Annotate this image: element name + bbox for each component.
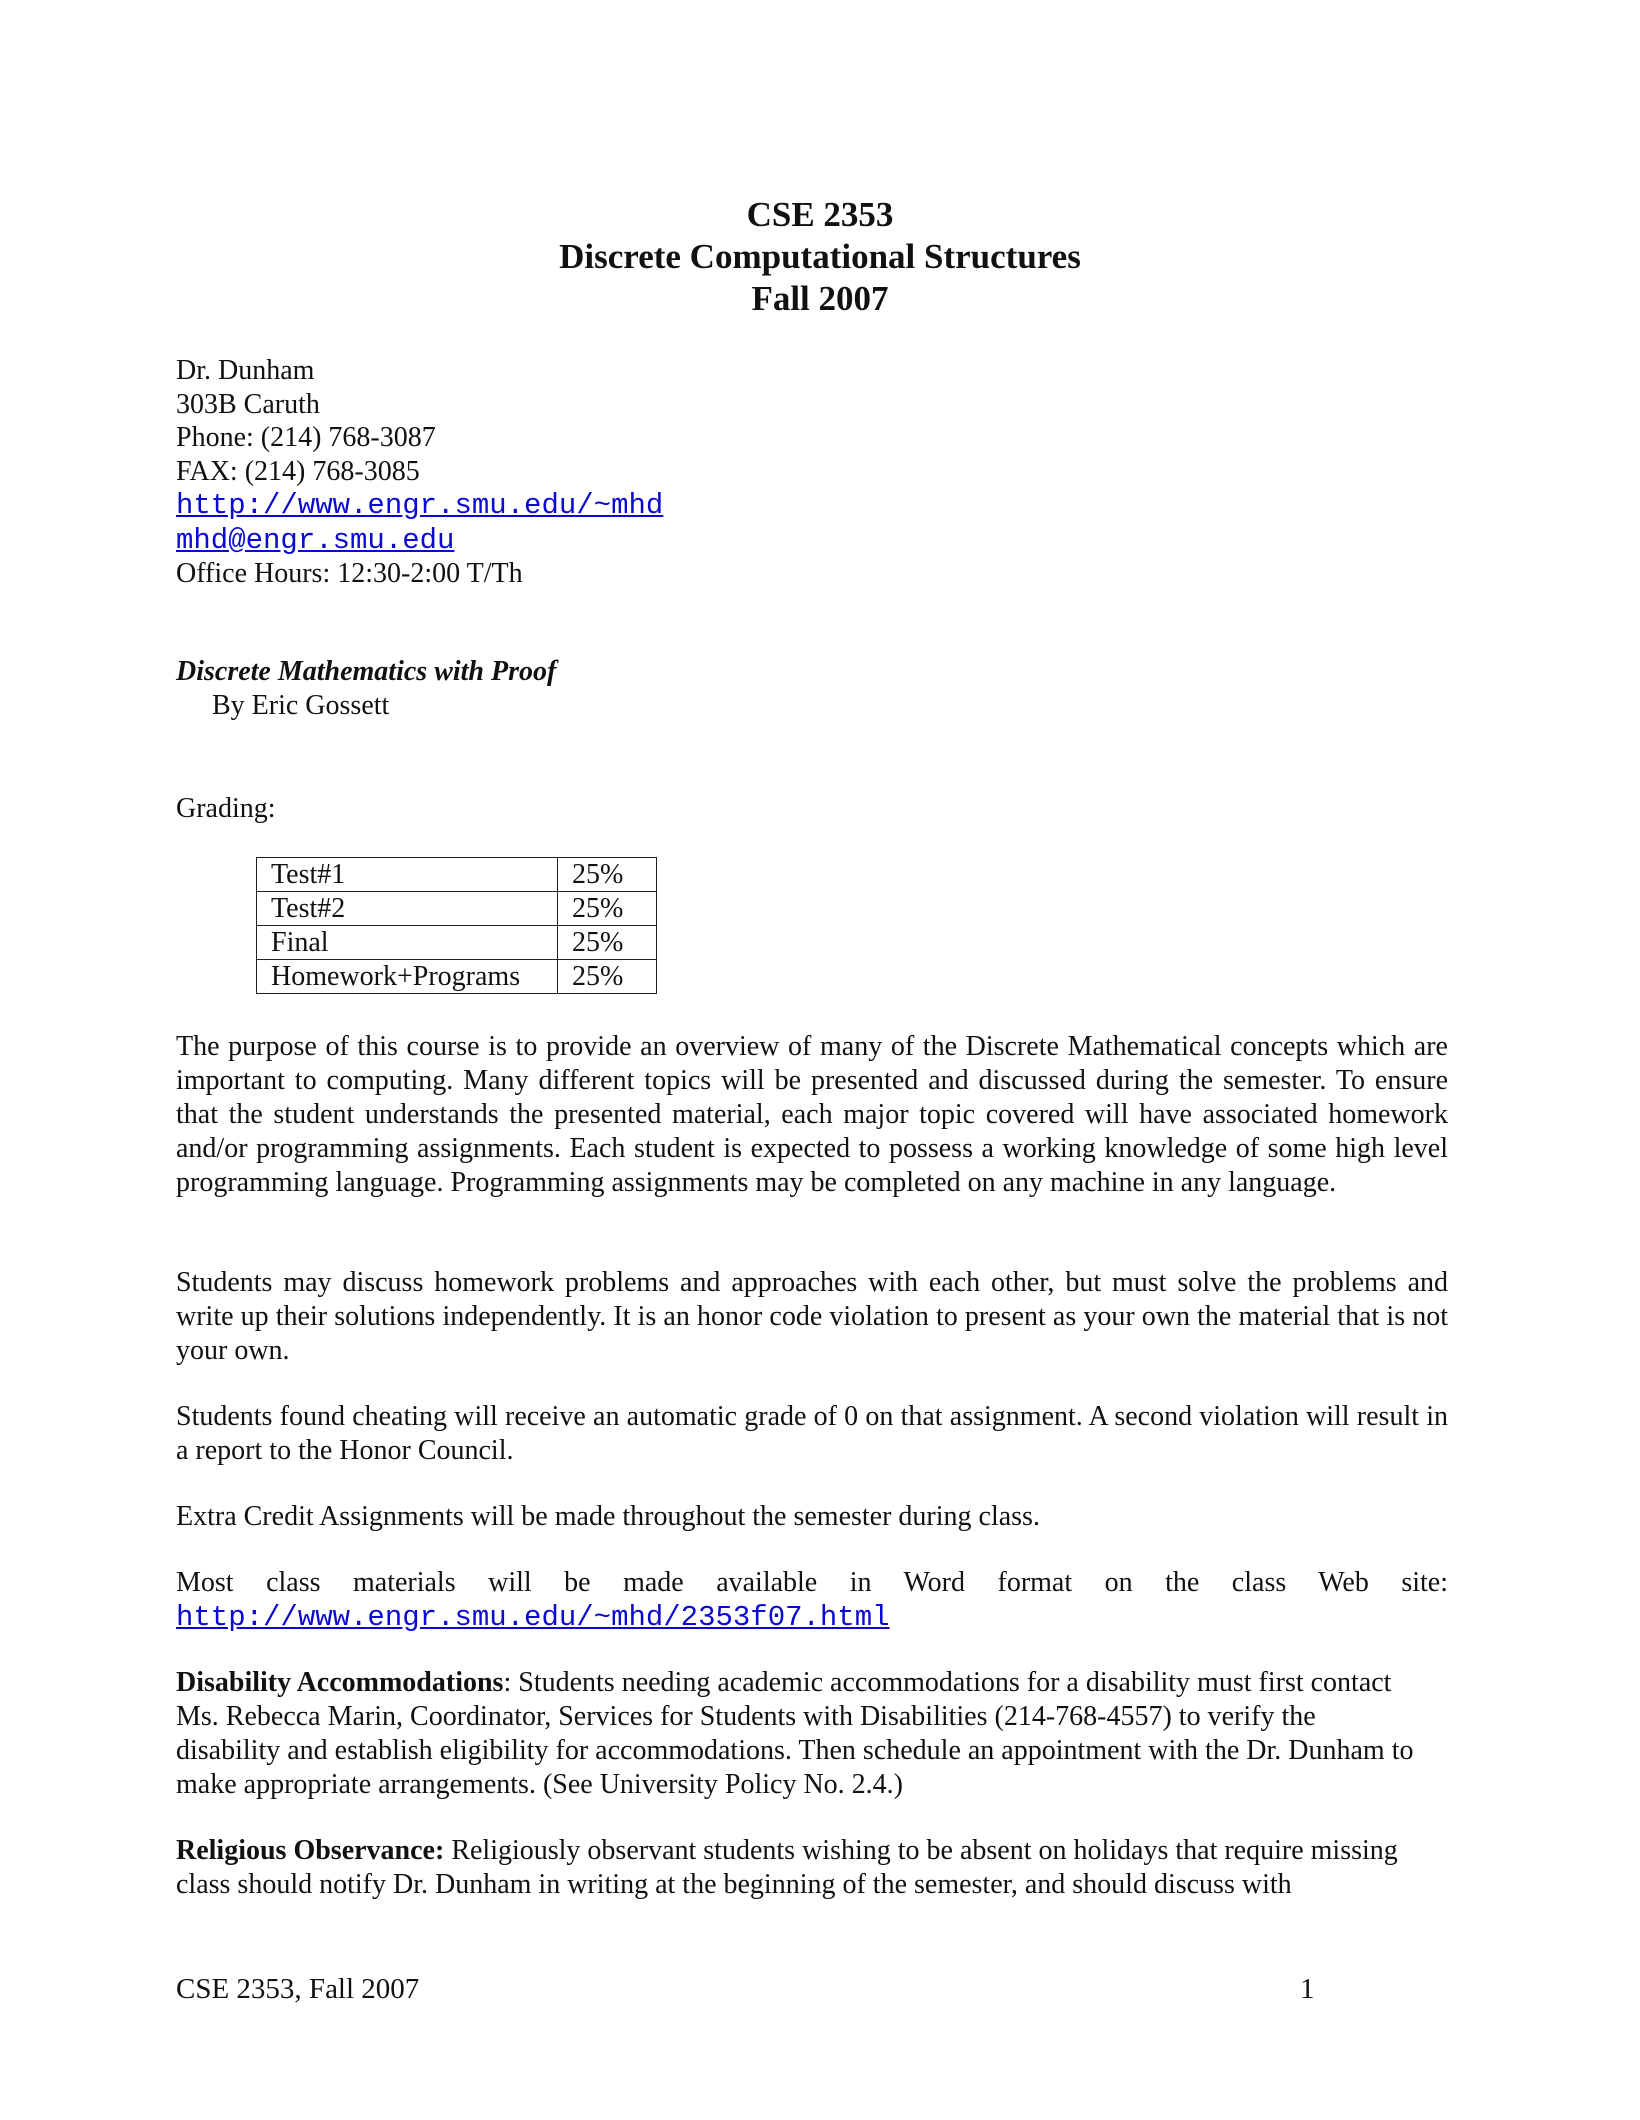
- disability-heading: Disability Accommodations: [176, 1667, 504, 1698]
- course-term: Fall 2007: [751, 279, 889, 318]
- grading-weight: 25%: [558, 858, 657, 892]
- purpose-paragraph: The purpose of this course is to provide an overview of many of the Discrete Mathematical concepts which are important to computing. Many different topics will be presented and discussed during the semester. To ensure that the student understands the presented material, each major topic covered will have associated homework and/or programming assignments. Each student is expected to possess a working knowledge of some high level programming language. Programming assignments may be completed on any machine in any language.: [176, 1031, 1448, 1198]
- footer-course: CSE 2353, Fall 2007: [176, 1973, 420, 2005]
- grading-item: Test#2: [257, 892, 558, 926]
- grading-weight: 25%: [558, 960, 657, 994]
- course-code: CSE 2353: [746, 195, 894, 234]
- materials-link[interactable]: http://www.engr.smu.edu/~mhd/2353f07.html: [176, 1601, 890, 1634]
- grading-row: [257, 858, 657, 892]
- cheating-paragraph: Students found cheating will receive an automatic grade of 0 on that assignment. A second violation will result in a report to the Honor Council.: [176, 1401, 1448, 1466]
- grading-label: Grading:: [176, 793, 276, 824]
- grading-item: Test#1: [257, 858, 558, 892]
- contact-block: [176, 354, 663, 591]
- grading-row: [257, 926, 657, 960]
- grading-weight: 25%: [558, 892, 657, 926]
- materials-paragraph: [176, 1566, 1448, 1635]
- textbook-block: [176, 655, 556, 723]
- fax-number: FAX: (214) 768-3085: [176, 455, 420, 487]
- textbook-title: Discrete Mathematics with Proof: [176, 656, 557, 687]
- grading-item: Final: [257, 926, 558, 960]
- extra-credit-paragraph: Extra Credit Assignments will be made throughout the semester during class.: [176, 1501, 1040, 1532]
- collaboration-paragraph: Students may discuss homework problems and approaches with each other, but must solve the problems and write up their solutions independently. It is an honor code violation to present as your own the material that is not your own.: [176, 1267, 1448, 1366]
- phone-number: Phone: (214) 768-3087: [176, 422, 436, 453]
- grading-row: [257, 892, 657, 926]
- website-link[interactable]: http://www.engr.smu.edu/~mhd: [176, 489, 664, 522]
- religious-paragraph: [176, 1834, 1448, 1902]
- textbook-author: By Eric Gossett: [212, 690, 390, 721]
- title-block: [0, 194, 1640, 320]
- disability-paragraph: [176, 1666, 1416, 1802]
- footer-page-number: 1: [1300, 1973, 1315, 2005]
- religious-heading: Religious Observance:: [176, 1835, 445, 1866]
- email-link[interactable]: mhd@engr.smu.edu: [176, 523, 455, 557]
- grading-table: [256, 857, 657, 994]
- instructor-name: Dr. Dunham: [176, 355, 315, 386]
- materials-text: Most class materials will be made available in Word format on the class Web site:: [176, 1567, 1448, 1598]
- grading-row: [257, 960, 657, 994]
- grading-weight: 25%: [558, 926, 657, 960]
- grading-item: Homework+Programs: [257, 960, 558, 994]
- religious-text: Religiously observant students wishing to be absent on holidays that require missing class should notify Dr. Dunham in writing at the beginning of the semester, and should discuss with: [176, 1835, 1398, 1900]
- office-hours: Office Hours: 12:30-2:00 T/Th: [176, 558, 523, 589]
- course-title: Discrete Computational Structures: [559, 237, 1081, 276]
- disability-text: : Students needing academic accommodations for a disability must first contact Ms. Rebecca Marin, Coordinator, Services for Students with Disabilities (214-768-4557) to verify the disability and establish eligibility for accommodations. Then schedule an appointment with the Dr. Dunham to make appropriate arrangements. (See University Policy No. 2.4.): [176, 1667, 1414, 1800]
- office-location: 303B Caruth: [176, 388, 320, 420]
